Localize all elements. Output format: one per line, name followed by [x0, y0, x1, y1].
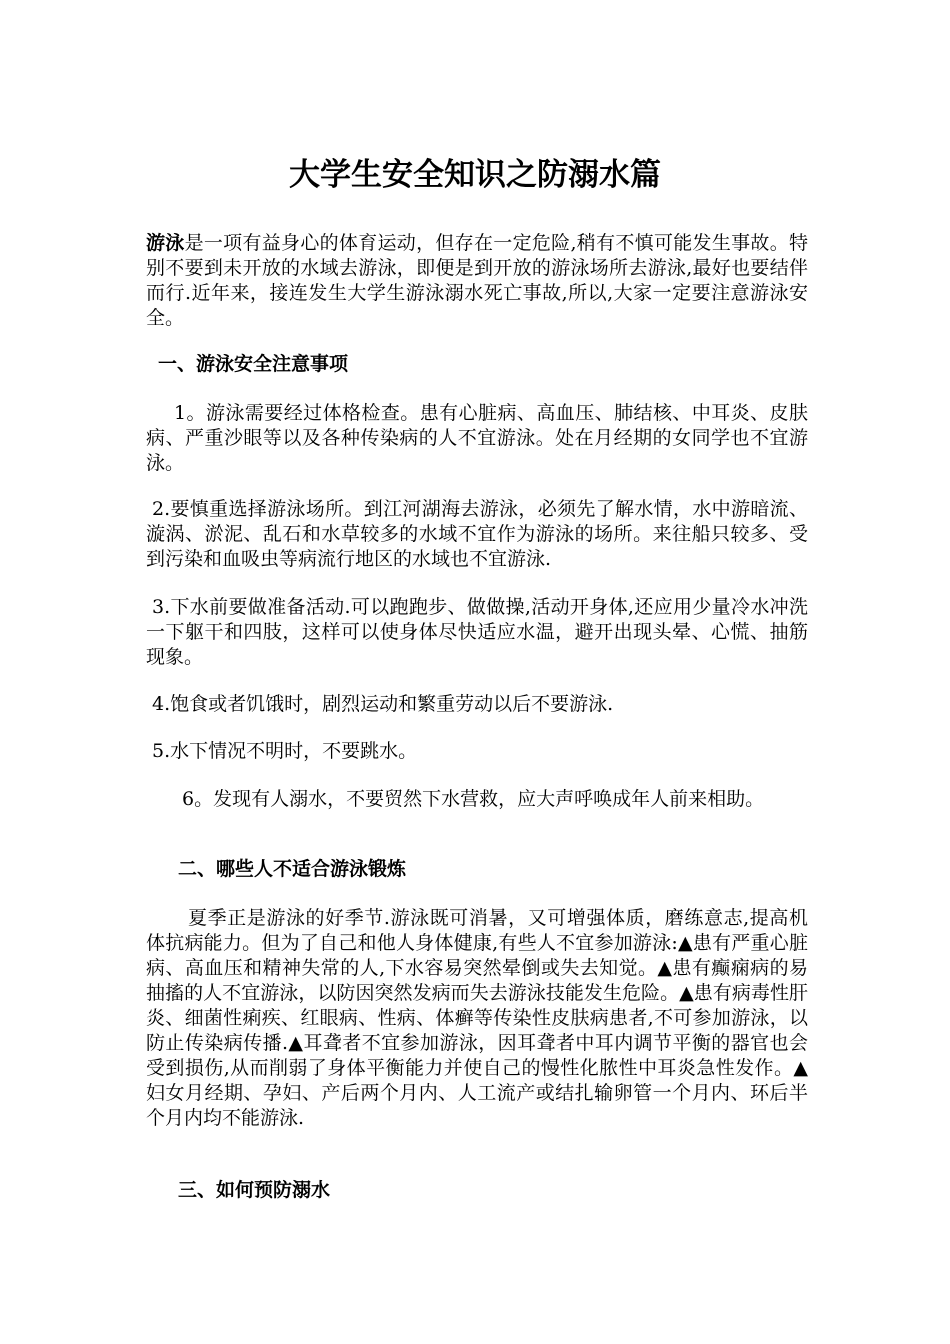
section1-item-6: 6。发现有人溺水，不要贸然下水营救，应大声呼唤成年人前来相助。: [182, 788, 765, 810]
section1-item-5: 5.水下情况不明时，不要跳水。: [152, 740, 418, 762]
intro-lead: 游泳: [146, 232, 185, 254]
section3-heading: 三、如何预防溺水: [178, 1179, 331, 1201]
intro-paragraph: [146, 231, 808, 331]
section1-item-1: 1。游泳需要经过体格检查。患有心脏病、高血压、肺结核、中耳炎、皮肤病、严重沙眼等以及各种传染病的人不宜游泳。处在月经期的女同学也不宜游泳。: [146, 402, 808, 474]
section1-heading: 一、游泳安全注意事项: [158, 353, 349, 375]
section1-item-3: 3.下水前要做准备活动.可以跑跑步、做做操,活动开身体,还应用少量冷水冲洗一下躯干和四肢，这样可以使身体尽快适应水温，避开出现头晕、心慌、抽筋现象。: [146, 596, 808, 668]
document-title: 大学生安全知识之防溺水篇: [289, 157, 661, 193]
section1-item-4: 4.饱食或者饥饿时，剧烈运动和繁重劳动以后不要游泳.: [152, 693, 614, 715]
section1-item-2: 2.要慎重选择游泳场所。到江河湖海去游泳，必须先了解水情，水中游暗流、漩涡、淤泥、乱石和水草较多的水域不宜作为游泳的场所。来往船只较多、受到污染和血吸虫等病流行地区的水域也不宜游泳.: [146, 498, 808, 570]
section2-paragraph: 夏季正是游泳的好季节.游泳既可消暑，又可增强体质，磨练意志,提高机体抗病能力。但为了自己和他人身体健康,有些人不宜参加游泳:▲患有严重心脏病、高血压和精神失常的人,下水容易突然晕倒或失去知觉。▲患有癫痫病的易抽搐的人不宜游泳，以防因突然发病而失去游泳技能发生危险。▲患有病毒性肝炎、细菌性痢疾、红眼病、性病、体癣等传染性皮肤病患者,不可参加游泳，以防止传染病传播.▲耳聋者不宜参加游泳，因耳聋者中耳内调节平衡的器官也会受到损伤,从而削弱了身体平衡能力并使自己的慢性化脓性中耳炎急性发作。▲妇女月经期、孕妇、产后两个月内、人工流产或结扎输卵管一个月内、环后半个月内均不能游泳.: [146, 907, 808, 1129]
section2-heading: 二、哪些人不适合游泳锻炼: [178, 858, 407, 880]
intro-text: 是一项有益身心的体育运动，但存在一定危险,稍有不慎可能发生事故。特别不要到未开放的水域去游泳，即便是到开放的游泳场所去游泳,最好也要结伴而行.近年来，接连发生大学生游泳溺水死亡事故,所以,大家一定要注意游泳安全。: [146, 232, 808, 329]
